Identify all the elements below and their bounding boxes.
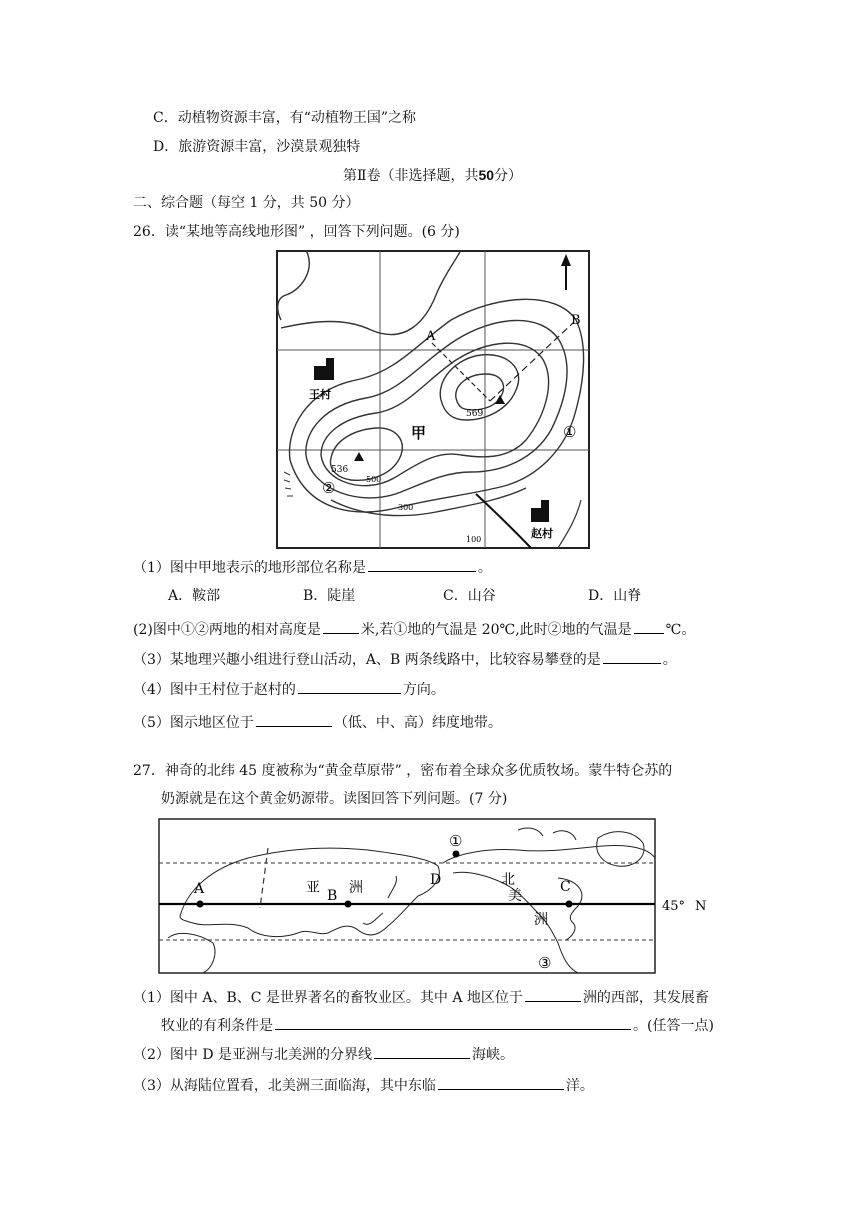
answer-blank-27-1b[interactable] — [275, 1015, 631, 1030]
q26-sub5: （5）图示地区位于 （低、中、高）纬度地带。 — [133, 712, 502, 733]
answer-blank-27-2[interactable] — [374, 1044, 470, 1059]
q26-options — [168, 586, 641, 606]
q27-sub3: （3）从海陆位置看，北美洲三面临海，其中东临 洋。 — [133, 1075, 594, 1096]
map-label-b: B — [327, 888, 338, 904]
label-b: B — [571, 313, 581, 328]
answer-blank-27-1a[interactable] — [525, 987, 581, 1002]
map-label-lat: 45° — [662, 899, 686, 914]
answer-blank-26-4[interactable] — [298, 679, 401, 694]
option-a[interactable]: A．鞍部 — [168, 588, 221, 604]
map-label-c: C — [560, 879, 571, 895]
label-circle-2: ② — [322, 479, 336, 497]
answer-blank-26-2a[interactable] — [323, 619, 359, 634]
q26-sub3: （3）某地理兴趣小组进行登山活动，A、B 两条线路中，比较容易攀登的是 。 — [133, 649, 677, 670]
contour-map — [276, 250, 590, 549]
option-c[interactable]: C．山谷 — [443, 588, 496, 604]
prev-option-d: D．旅游资源丰富，沙漠景观独特 — [153, 139, 361, 155]
q26-stem: 26．读“某地等高线地形图” ，回答下列问题。(6 分) — [133, 224, 460, 240]
answer-blank-26-1[interactable] — [368, 557, 476, 572]
option-b[interactable]: B．陡崖 — [303, 588, 356, 604]
part-title-score: 50 — [478, 167, 495, 183]
map-label-na-1: 北 — [501, 872, 515, 888]
point-1 — [453, 851, 460, 858]
label-circle-1: ① — [563, 423, 577, 441]
world-map-frame — [159, 819, 655, 973]
map-label-na-2: 美 — [508, 888, 522, 904]
point-a — [197, 901, 204, 908]
section-heading: 二、综合题（每空 1 分，共 50 分） — [133, 195, 360, 211]
part-title-suffix: 分） — [494, 168, 523, 184]
part-title — [0, 165, 865, 186]
label-a: A — [426, 329, 436, 344]
q27-stem-line2: 奶源就是在这个黄金奶源带。读图回答下列问题。(7 分) — [161, 791, 508, 807]
map-label-lat-n: N — [695, 899, 707, 914]
q27-sub1: （1）图中 A、B、C 是世界著名的畜牧业区。其中 A 地区位于 洲的西部，其发展畜 — [133, 987, 709, 1008]
point-c — [566, 901, 573, 908]
prev-option-c: C．动植物资源丰富，有“动植物王国”之称 — [153, 110, 417, 126]
q27-stem-line1: 27．神奇的北纬 45 度被称为“黄金草原带” ，密布着全球众多优质牧场。蒙牛特仑苏的 — [133, 763, 673, 779]
peak1-elev: 569 — [466, 409, 484, 419]
label-jia: 甲 — [411, 424, 427, 442]
map-label-asia-1: 亚 — [306, 880, 320, 896]
option-d[interactable]: D．山脊 — [588, 588, 642, 604]
q26-sub2: (2)图中①②两地的相对高度是 米,若①地的气温是 20℃,此时②地的气温是 ℃。 — [133, 619, 695, 640]
answer-blank-26-5[interactable] — [256, 712, 332, 727]
map-label-circle-3: ③ — [538, 954, 552, 972]
map-label-d: D — [430, 872, 442, 888]
point-b — [345, 901, 352, 908]
answer-blank-26-2b[interactable] — [634, 619, 664, 634]
part-title-prefix: 第Ⅱ卷（非选择题，共 — [342, 168, 479, 184]
contour-label-300: 300 — [398, 503, 414, 512]
village-label-zhao: 赵村 — [531, 527, 553, 540]
q27-sub2: （2）图中 D 是亚洲与北美洲的分界线 海峡。 — [133, 1044, 514, 1065]
contour-label-500: 500 — [366, 475, 382, 484]
world-map — [158, 818, 718, 974]
map-label-circle-1: ① — [449, 832, 463, 850]
peak2-elev: 536 — [331, 465, 349, 475]
answer-blank-27-3[interactable] — [438, 1075, 564, 1090]
contour-label-100: 100 — [466, 535, 482, 544]
map-label-na-3: 洲 — [534, 912, 548, 928]
map-label-asia-2: 洲 — [349, 880, 363, 896]
q26-sub1: （1）图中甲地表示的地形部位名称是 。 — [133, 557, 492, 578]
answer-blank-26-3[interactable] — [603, 649, 661, 664]
q27-sub1-line2: 牧业的有利条件是 。(任答一点) — [161, 1015, 714, 1036]
map-label-a: A — [194, 881, 205, 897]
q26-sub4: （4）图中王村位于赵村的 方向。 — [133, 679, 445, 700]
village-label-wang: 王村 — [309, 388, 331, 401]
